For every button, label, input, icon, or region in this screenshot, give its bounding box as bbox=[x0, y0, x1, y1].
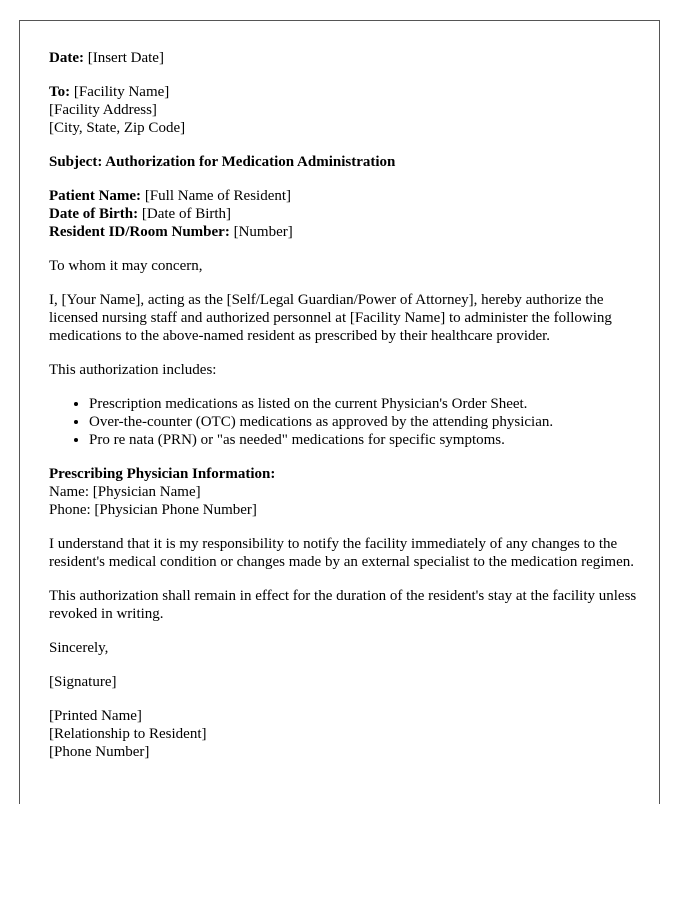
facility-name: [Facility Name] bbox=[73, 84, 170, 100]
recipient-block bbox=[49, 83, 639, 137]
patient-name-label: Patient Name: bbox=[49, 188, 142, 204]
phone-number: [Phone Number] bbox=[49, 744, 150, 760]
facility-address: [Facility Address] bbox=[49, 102, 157, 118]
date-line bbox=[49, 49, 639, 67]
signer-block bbox=[49, 707, 639, 761]
date-label: Date: bbox=[49, 50, 84, 66]
relationship: [Relationship to Resident] bbox=[49, 726, 207, 742]
closing: Sincerely, bbox=[49, 640, 109, 656]
duration-paragraph: This authorization shall remain in effect for the duration of the resident's stay at the facility unless revoked in writing. bbox=[49, 588, 637, 622]
resident-id-label: Resident ID/Room Number: bbox=[49, 224, 230, 240]
physician-heading: Prescribing Physician Information: bbox=[49, 466, 276, 482]
physician-block bbox=[49, 465, 639, 519]
letter-page bbox=[19, 20, 660, 804]
responsibility-paragraph: I understand that it is my responsibility to notify the facility immediately of any changes to the resident's medical condition or changes made by an external specialist to the medication regimen. bbox=[49, 536, 635, 570]
dob-value: [Date of Birth] bbox=[141, 206, 232, 222]
includes-intro: This authorization includes: bbox=[49, 362, 217, 378]
signature: [Signature] bbox=[49, 674, 117, 690]
letter-content bbox=[49, 49, 639, 777]
physician-name: Name: [Physician Name] bbox=[49, 484, 201, 500]
authorization-paragraph: I, [Your Name], acting as the [Self/Legal Guardian/Power of Attorney], hereby authorize the licensed nursing staff and authorized personnel at [Facility Name] to administer the following medications to the above-named resident as prescribed by their healthcare provider. bbox=[49, 292, 612, 344]
patient-block bbox=[49, 187, 639, 241]
facility-city: [City, State, Zip Code] bbox=[49, 120, 186, 136]
physician-phone: Phone: [Physician Phone Number] bbox=[49, 502, 257, 518]
list-item: • Over-the-counter (OTC) medications as approved by the attending physician. bbox=[89, 413, 639, 431]
to-label: To: bbox=[49, 84, 71, 100]
printed-name: [Printed Name] bbox=[49, 708, 142, 724]
subject-line: Subject: Authorization for Medication Administration bbox=[49, 154, 396, 170]
date-value: [Insert Date] bbox=[87, 50, 164, 66]
includes-list bbox=[49, 395, 639, 449]
patient-name-value: [Full Name of Resident] bbox=[144, 188, 292, 204]
dob-label: Date of Birth: bbox=[49, 206, 139, 222]
resident-id-value: [Number] bbox=[233, 224, 293, 240]
salutation: To whom it may concern, bbox=[49, 258, 203, 274]
list-item: • Prescription medications as listed on the current Physician's Order Sheet. bbox=[89, 395, 639, 413]
list-item: • Pro re nata (PRN) or "as needed" medications for specific symptoms. bbox=[89, 431, 639, 449]
